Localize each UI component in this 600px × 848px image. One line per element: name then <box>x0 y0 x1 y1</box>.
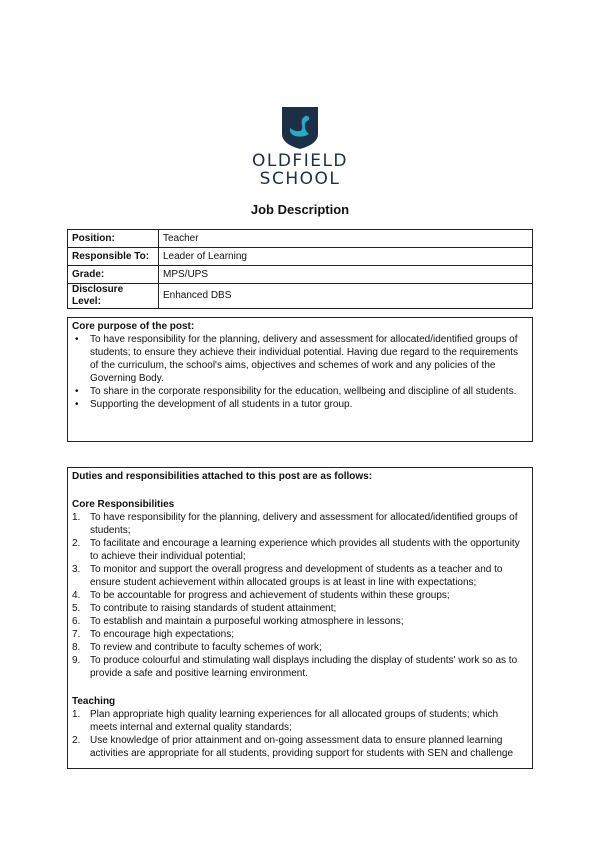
school-name-line1: OLDFIELD <box>251 151 349 171</box>
teaching-heading: Teaching <box>72 696 116 707</box>
school-name-line2: SCHOOL <box>259 169 341 189</box>
core-purpose-list <box>68 333 532 411</box>
list-item <box>68 537 528 563</box>
item-text: To have responsibility for the planning, delivery and assessment for allocated/identified groups of students; <box>90 512 518 536</box>
teaching-list <box>68 708 532 760</box>
list-item: • Supporting the development of all students in a tutor group. <box>68 398 528 411</box>
core-purpose-box <box>67 317 533 442</box>
item-number: 2. <box>72 735 81 746</box>
item-text: To contribute to raising standards of student attainment; <box>90 603 337 614</box>
list-item <box>68 654 528 680</box>
list-item <box>68 511 528 537</box>
disclosure-level-label: Disclosure Level: <box>68 284 159 309</box>
grade-label: Grade: <box>68 266 159 284</box>
item-text: To establish and maintain a purposeful working atmosphere in lessons; <box>90 616 404 627</box>
list-item <box>68 602 528 615</box>
list-item <box>68 563 528 589</box>
core-responsibilities-heading: Core Responsibilities <box>72 499 175 510</box>
duties-heading: Duties and responsibilities attached to this post are as follows: <box>72 471 373 482</box>
item-text: To produce colourful and stimulating wall displays including the display of students' work so as to provide a safe and positive learning environment. <box>90 655 518 679</box>
list-item <box>68 708 528 734</box>
core-purpose-heading: Core purpose of the post: <box>72 321 195 332</box>
item-number: 2. <box>72 538 81 549</box>
item-number: 4. <box>72 590 81 601</box>
item-number: 1. <box>72 709 81 720</box>
list-item: • To have responsibility for the planning, delivery and assessment for allocated/identified groups of students; to ensure they achieve their individual potential. Having due regard to the requirements of the curriculum, the school's aims, objectives and schemes of work and any policies of the Governing Body. <box>68 333 528 385</box>
item-number: 1. <box>72 512 81 523</box>
table-row <box>68 230 533 248</box>
core-responsibilities-list <box>68 511 532 680</box>
list-item: • To share in the corporate responsibility for the education, wellbeing and discipline of all students. <box>68 385 528 398</box>
list-item <box>68 628 528 641</box>
item-text: Plan appropriate high quality learning experiences for all allocated groups of students; which meets internal and external quality standards; <box>90 709 499 733</box>
duties-box <box>67 467 533 769</box>
item-number: 8. <box>72 642 81 653</box>
info-table <box>67 229 533 309</box>
grade-value: MPS/UPS <box>159 266 533 284</box>
item-number: 9. <box>72 655 81 666</box>
list-item <box>68 734 528 760</box>
swan-shield-logo-icon <box>281 106 319 150</box>
list-item <box>68 615 528 628</box>
item-text: To facilitate and encourage a learning experience which provides all students with the opportunity to achieve their individual potential; <box>90 538 520 562</box>
list-item <box>68 589 528 602</box>
responsible-to-value: Leader of Learning <box>159 248 533 266</box>
item-number: 6. <box>72 616 81 627</box>
item-text: To be accountable for progress and achievement of students within these groups; <box>90 590 450 601</box>
table-row <box>68 266 533 284</box>
item-number: 7. <box>72 629 81 640</box>
item-text: To encourage high expectations; <box>90 629 234 640</box>
item-text: Use knowledge of prior attainment and on-going assessment data to ensure planned learning activities are appropriate for all students, providing support for students with SEN and challenge <box>90 735 514 759</box>
item-text: To review and contribute to faculty schemes of work; <box>90 642 322 653</box>
item-number: 3. <box>72 564 81 575</box>
disclosure-level-value: Enhanced DBS <box>159 284 533 309</box>
item-number: 5. <box>72 603 81 614</box>
table-row <box>68 284 533 309</box>
document-title: Job Description <box>250 202 350 217</box>
list-item <box>68 641 528 654</box>
responsible-to-label: Responsible To: <box>68 248 159 266</box>
table-row <box>68 248 533 266</box>
position-value: Teacher <box>159 230 533 248</box>
position-label: Position: <box>68 230 159 248</box>
item-text: To monitor and support the overall progress and development of students as a teacher and to ensure student achievement within allocated groups is at least in line with expectations; <box>90 564 503 588</box>
